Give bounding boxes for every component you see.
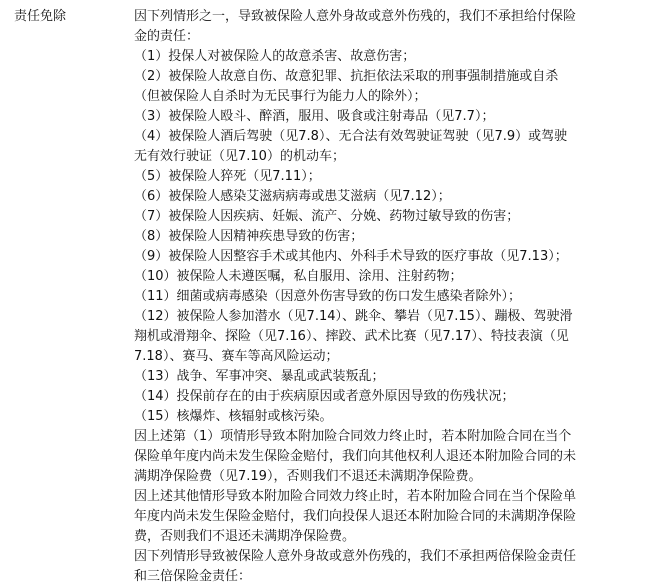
item-text: 被保险人酒后驾驶（见7.8）、无合法有效驾驶证驾驶（见7.9）或驾驶无有效行驶证（见7.10）的机动车； xyxy=(134,129,568,164)
list-item xyxy=(134,247,580,267)
item-number: （1） xyxy=(134,49,169,64)
item-number: （14） xyxy=(134,389,177,404)
double-triple-exclusion-paragraph: 因下列情形导致被保险人意外身故或意外伤残的，我们不承担两倍保险金责任和三倍保险金责任： xyxy=(134,549,577,584)
item-text: 核爆炸、核辐射或核污染。 xyxy=(176,409,333,424)
item-number: （13） xyxy=(134,369,177,384)
item-number: （11） xyxy=(134,289,177,304)
item-text: 细菌或病毒感染（因意外伤害导致的伤口发生感染者除外）； xyxy=(176,289,522,304)
item-text: 被保险人因精神疾患导致的伤害； xyxy=(168,229,364,244)
refund-paragraph-1: 因上述第（1）项情形导致本附加险合同效力终止时，若本附加险合同在当个保险单年度内尚未发生保险金赔付，我们向其他权利人退还本附加险合同的未满期净保险费（见7.19），否则我们不退还未满期净保险费。 xyxy=(134,429,577,484)
item-number: （15） xyxy=(134,409,177,424)
refund-paragraph-2: 因上述其他情形导致本附加险合同效力终止时，若本附加险合同在当个保险单年度内尚未发生保险金赔付，我们向投保人退还本附加险合同的未满期净保险费，否则我们不退还未满期净保险费。 xyxy=(134,489,577,544)
item-number: （2） xyxy=(134,69,169,84)
list-item xyxy=(134,267,580,287)
list-item xyxy=(134,47,580,67)
item-text: 被保险人殴斗、醉酒，服用、吸食或注射毒品（见7.7）； xyxy=(168,109,495,124)
list-item xyxy=(134,207,580,227)
item-number: （5） xyxy=(134,169,169,184)
item-number: （7） xyxy=(134,209,169,224)
exclusion-list xyxy=(134,47,580,427)
list-item xyxy=(134,127,580,167)
list-item xyxy=(134,367,580,387)
item-number: （12） xyxy=(134,309,177,324)
list-item xyxy=(134,227,580,247)
list-item xyxy=(134,407,580,427)
list-item xyxy=(134,387,580,407)
item-text: 投保前存在的由于疾病原因或者意外原因导致的伤残状况； xyxy=(176,389,515,404)
section-label: 责任免除 xyxy=(14,9,67,24)
list-item xyxy=(134,187,580,207)
item-text: 被保险人故意自伤、故意犯罪、抗拒依法采取的刑事强制措施或自杀（但被保险人自杀时为无民事行为能力人的除外）； xyxy=(134,69,559,104)
section-content xyxy=(134,7,580,587)
item-text: 被保险人未遵医嘱，私自服用、涂用、注射药物； xyxy=(176,269,463,284)
item-text: 被保险人参加潜水（见7.14）、跳伞、攀岩（见7.15）、蹦极、驾驶滑翔机或滑翔伞、探险（见7.16）、摔跤、武术比赛（见7.17）、特技表演（见7.18）、赛马、赛车等高风险运动； xyxy=(134,309,573,364)
item-number: （9） xyxy=(134,249,169,264)
item-number: （3） xyxy=(134,109,169,124)
list-item xyxy=(134,107,580,127)
item-text: 投保人对被保险人的故意杀害、故意伤害； xyxy=(168,49,416,64)
item-number: （4） xyxy=(134,129,169,144)
intro-paragraph: 因下列情形之一，导致被保险人意外身故或意外伤残的，我们不承担给付保险金的责任： xyxy=(134,9,577,44)
list-item xyxy=(134,167,580,187)
item-text: 战争、军事冲突、暴乱或武装叛乱； xyxy=(176,369,385,384)
item-text: 被保险人因疾病、妊娠、流产、分娩、药物过敏导致的伤害； xyxy=(168,209,520,224)
list-item xyxy=(134,67,580,107)
item-text: 被保险人猝死（见7.11）； xyxy=(168,169,321,184)
item-number: （6） xyxy=(134,189,169,204)
item-text: 被保险人因整容手术或其他内、外科手术导致的医疗事故（见7.13）； xyxy=(168,249,568,264)
item-text: 被保险人感染艾滋病病毒或患艾滋病（见7.12）； xyxy=(168,189,451,204)
item-number: （8） xyxy=(134,229,169,244)
list-item xyxy=(134,307,580,367)
item-number: （10） xyxy=(134,269,177,284)
list-item xyxy=(134,287,580,307)
